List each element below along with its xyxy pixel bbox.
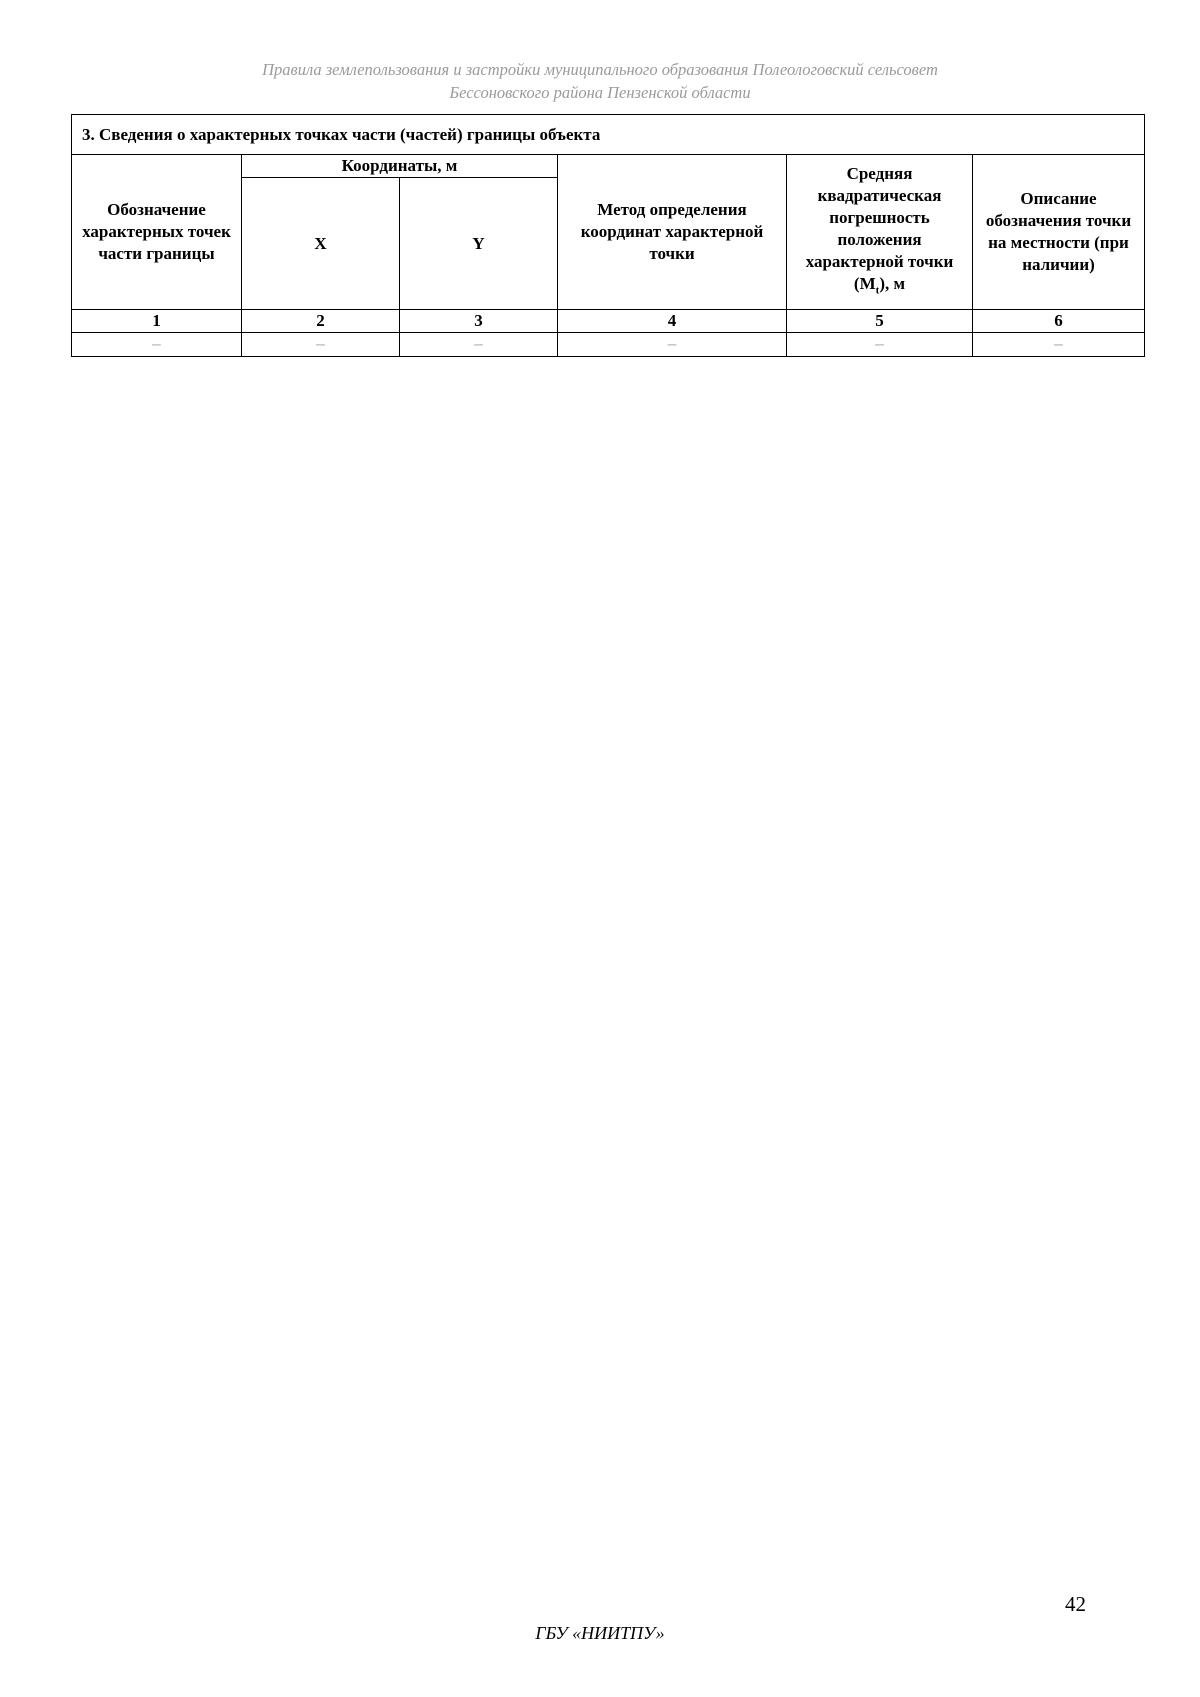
header-mean-square-error: Средняя квадратическая погрешность положения характерной точки $(M_t)$, м [787,155,973,310]
column-number: 5 [787,309,973,332]
table-cell: – [400,332,558,356]
table-cell: – [242,332,400,356]
header-line-2: Бессоновского района Пензенской области [449,83,751,102]
column-number: 2 [242,309,400,332]
table-cell: – [558,332,787,356]
table-cell: – [72,332,242,356]
column-number: 4 [558,309,787,332]
footer-organization: ГБУ «НИИТПУ» [535,1623,665,1643]
page-number: 42 [1065,1592,1086,1616]
header-line-1: Правила землепользования и застройки муниципального образования Полеологовский сельсовет [262,60,938,79]
column-number-row [72,309,1145,332]
boundary-points-table [71,114,1145,357]
header-x: X [242,178,400,310]
column-number: 6 [973,309,1145,332]
table-row [72,332,1145,356]
header-coordinates: Координаты, м [242,155,558,178]
document-header [0,58,1200,104]
header-method: Метод определения координат характерной точки [558,155,787,310]
table-cell: – [973,332,1145,356]
column-number: 3 [400,309,558,332]
header-y: Y [400,178,558,310]
header-point-description: Описание обозначения точки на местности (при наличии) [973,155,1145,310]
header-point-designation: Обозначение характерных точек части границы [72,155,242,310]
table-title: 3. Сведения о характерных точках части (частей) границы объекта [72,115,1145,155]
table-cell: – [787,332,973,356]
column-number: 1 [72,309,242,332]
